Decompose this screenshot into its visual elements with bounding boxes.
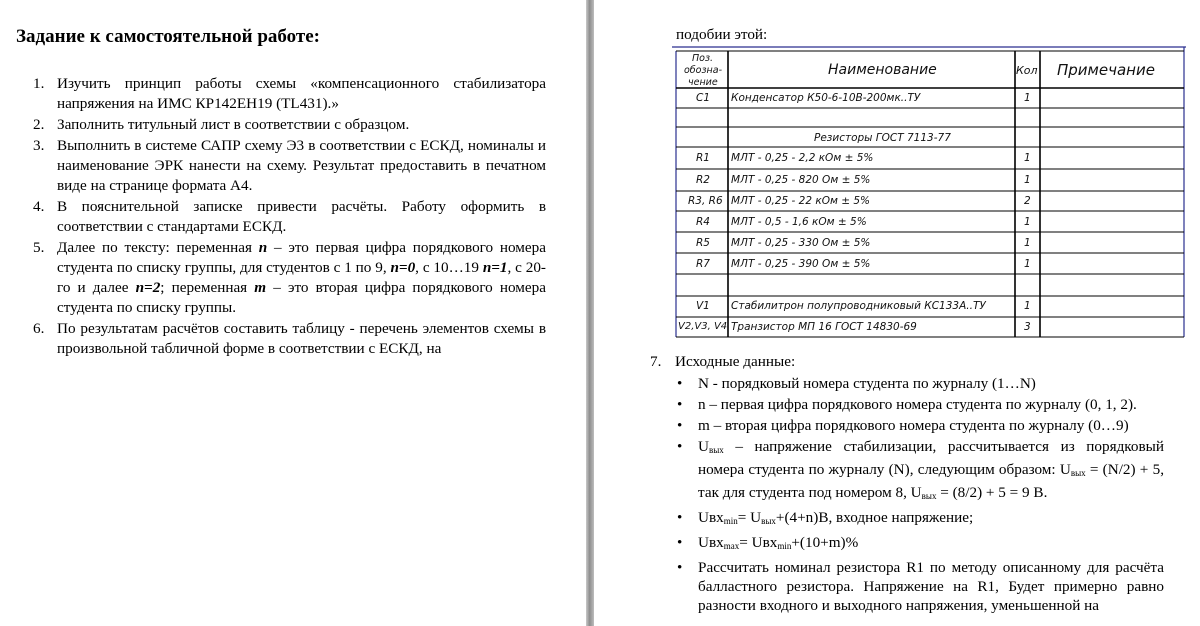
cell-pos: V1 [696, 300, 710, 312]
variable-m: m [254, 279, 267, 296]
group-title: Резисторы ГОСТ 7113-77 [814, 132, 951, 144]
cell-name: МЛТ - 0,25 - 820 Ом ± 5% [731, 174, 871, 186]
cell-pos: R3, R6 [688, 195, 723, 207]
item-text: В пояснительной записке привести расчёты. Работу оформить в соответствии с стандартами ЕСКД. [57, 198, 546, 235]
subscript: max [723, 541, 740, 551]
list-item [26, 115, 546, 135]
cell-name: МЛТ - 0,25 - 2,2 кОм ± 5% [731, 152, 874, 164]
cell-pos: R5 [696, 237, 710, 249]
item-text: n – первая цифра порядкового номера студента по журналу (0, 1, 2). [698, 396, 1137, 413]
table-intro: подобии этой: [676, 26, 768, 43]
item-text: Изучить принцип работы схемы «компенсационного стабилизатора напряжения на ИМС КР142ЕН19 (TL431).» [57, 75, 546, 112]
cell-name: Транзистор МП 16 ГОСТ 14830-69 [731, 321, 917, 333]
item-text: Заполнить титульный лист в соответствии с образцом. [57, 116, 410, 133]
item-text: По результатам расчётов составить таблицу - перечень элементов схемы в произвольной табличной форме в соответствии с ЕСКД, на [57, 320, 546, 357]
variable-n1: n=1 [482, 259, 508, 276]
list-item [672, 558, 1164, 615]
cell-pos: R2 [696, 174, 710, 186]
item-text: Выполнить в системе САПР схему Э3 в соответствии с ЕСКД, номиналы и наименование ЭРК нанести на схему. Результат предоставить в печатном виде на странице формата А4. [57, 137, 546, 194]
task-list [26, 74, 546, 360]
cell-name: Конденсатор К50-6-10В-200мк..ТУ [731, 92, 921, 104]
subscript: вых [708, 445, 724, 455]
heading-text: Исходные данные: [675, 353, 796, 370]
cell-qty: 1 [1024, 152, 1031, 164]
item-number: 2. [33, 116, 45, 133]
item-text: Рассчитать номинал резистора R1 по методу описанному для расчёта балластного резистора. Напряжение на R1, Будет примерно равно разности входного и выходного напряжения, уменьшенной на [698, 559, 1164, 614]
item-text-part: , с 10…19 [415, 259, 483, 276]
item-text-part: – это первая цифра порядкового номера студента по списку группы, для студентов с 1 по 9, [57, 239, 546, 276]
cell-qty: 1 [1024, 237, 1031, 249]
item-text: m – вторая цифра порядкового номера студента по журналу (0…9) [698, 417, 1129, 434]
item-number: 1. [33, 75, 45, 92]
bullet-icon: • [677, 396, 683, 413]
cell-qty: 1 [1024, 258, 1031, 270]
list-item [672, 508, 1164, 531]
item-number: 4. [33, 198, 45, 215]
list-item [672, 533, 1164, 556]
formula-part: = Uвх [739, 534, 778, 551]
table-grid [676, 47, 1186, 337]
list-item [26, 136, 546, 196]
cell-pos: C1 [696, 92, 711, 104]
bullet-icon: • [677, 375, 683, 392]
bullet-icon: • [677, 417, 683, 434]
formula-part: +(10+m)% [791, 534, 859, 551]
variable-n: n [258, 239, 268, 256]
list-item [26, 74, 546, 114]
item-number: 3. [33, 137, 45, 154]
cell-qty: 1 [1024, 300, 1031, 312]
element-list-table [676, 47, 1186, 337]
list-item [26, 197, 546, 237]
formula-part: +(4+n)В, входное напряжение; [775, 509, 974, 526]
header-pos-line1: Поз. [692, 53, 714, 64]
item-number: 6. [33, 320, 45, 337]
header-pos-line2: обозна- [684, 65, 722, 76]
bullet-icon: • [677, 438, 683, 455]
cell-pos: R1 [696, 152, 710, 164]
cell-qty: 1 [1024, 92, 1031, 104]
item-text-part: , с 20-го и далее [57, 259, 546, 296]
item-text-part: Далее по тексту: переменная [57, 239, 259, 256]
subscript: min [777, 541, 792, 551]
header-qty: Кол [1016, 64, 1038, 77]
bullet-icon: • [677, 534, 683, 551]
subscript: вых [1070, 468, 1086, 478]
cell-qty: 1 [1024, 174, 1031, 186]
item-text: = (8/2) + 5 = 9 В. [936, 484, 1048, 501]
cell-name: Стабилитрон полупроводниковый КС133А..ТУ [731, 300, 986, 312]
list-item [26, 319, 546, 359]
variable-n2: n=2 [135, 279, 161, 296]
subscript: вых [921, 491, 937, 501]
cell-name: МЛТ - 0,5 - 1,6 кОм ± 5% [731, 216, 867, 228]
cell-name: МЛТ - 0,25 - 330 Ом ± 5% [731, 237, 871, 249]
page-title: Задание к самостоятельной работе: [16, 26, 320, 47]
list-item [672, 437, 1164, 506]
item-text: N - порядковый номера студента по журналу (1…N) [698, 375, 1036, 392]
cell-qty: 1 [1024, 216, 1031, 228]
cell-qty: 2 [1024, 195, 1031, 207]
cell-pos: R4 [696, 216, 710, 228]
cell-name: МЛТ - 0,25 - 390 Ом ± 5% [731, 258, 871, 270]
subscript: min [723, 516, 738, 526]
right-page [594, 0, 1200, 626]
list-item [672, 374, 1164, 393]
heading-number: 7. [650, 353, 662, 370]
bullet-icon: • [677, 509, 683, 526]
symbol-u: U [698, 438, 709, 455]
list-item [672, 416, 1164, 435]
header-name: Наименование [828, 62, 937, 78]
left-page [0, 0, 586, 626]
header-pos-line3: чение [688, 77, 718, 88]
item-text-part: – это вторая цифра порядкового номера студента по списку группы. [57, 279, 546, 316]
formula-part: Uвх [698, 534, 724, 551]
bullet-list [672, 374, 1164, 617]
formula-part: Uвх [698, 509, 724, 526]
cell-pos: V2,V3, V4 [678, 321, 728, 332]
item-text: = (N/2) + 5, так для студента под номером 8, U [698, 461, 1165, 501]
subscript: вых [761, 516, 776, 526]
header-note: Примечание [1057, 61, 1155, 79]
cell-pos: R7 [696, 258, 710, 270]
page-divider [586, 0, 594, 626]
formula-part: = U [737, 509, 762, 526]
list-item [26, 238, 546, 318]
item-text-part: ; переменная [160, 279, 255, 296]
item-number: 5. [33, 239, 45, 256]
cell-qty: 3 [1024, 321, 1031, 333]
variable-n0: n=0 [390, 259, 416, 276]
bullet-icon: • [677, 559, 683, 576]
cell-name: МЛТ - 0,25 - 22 кОм ± 5% [731, 195, 871, 207]
list-item [672, 395, 1164, 414]
item-text: – напряжение стабилизации, рассчитывается из порядковый номера студента по журналу (N), следующим образом: U [698, 438, 1164, 478]
